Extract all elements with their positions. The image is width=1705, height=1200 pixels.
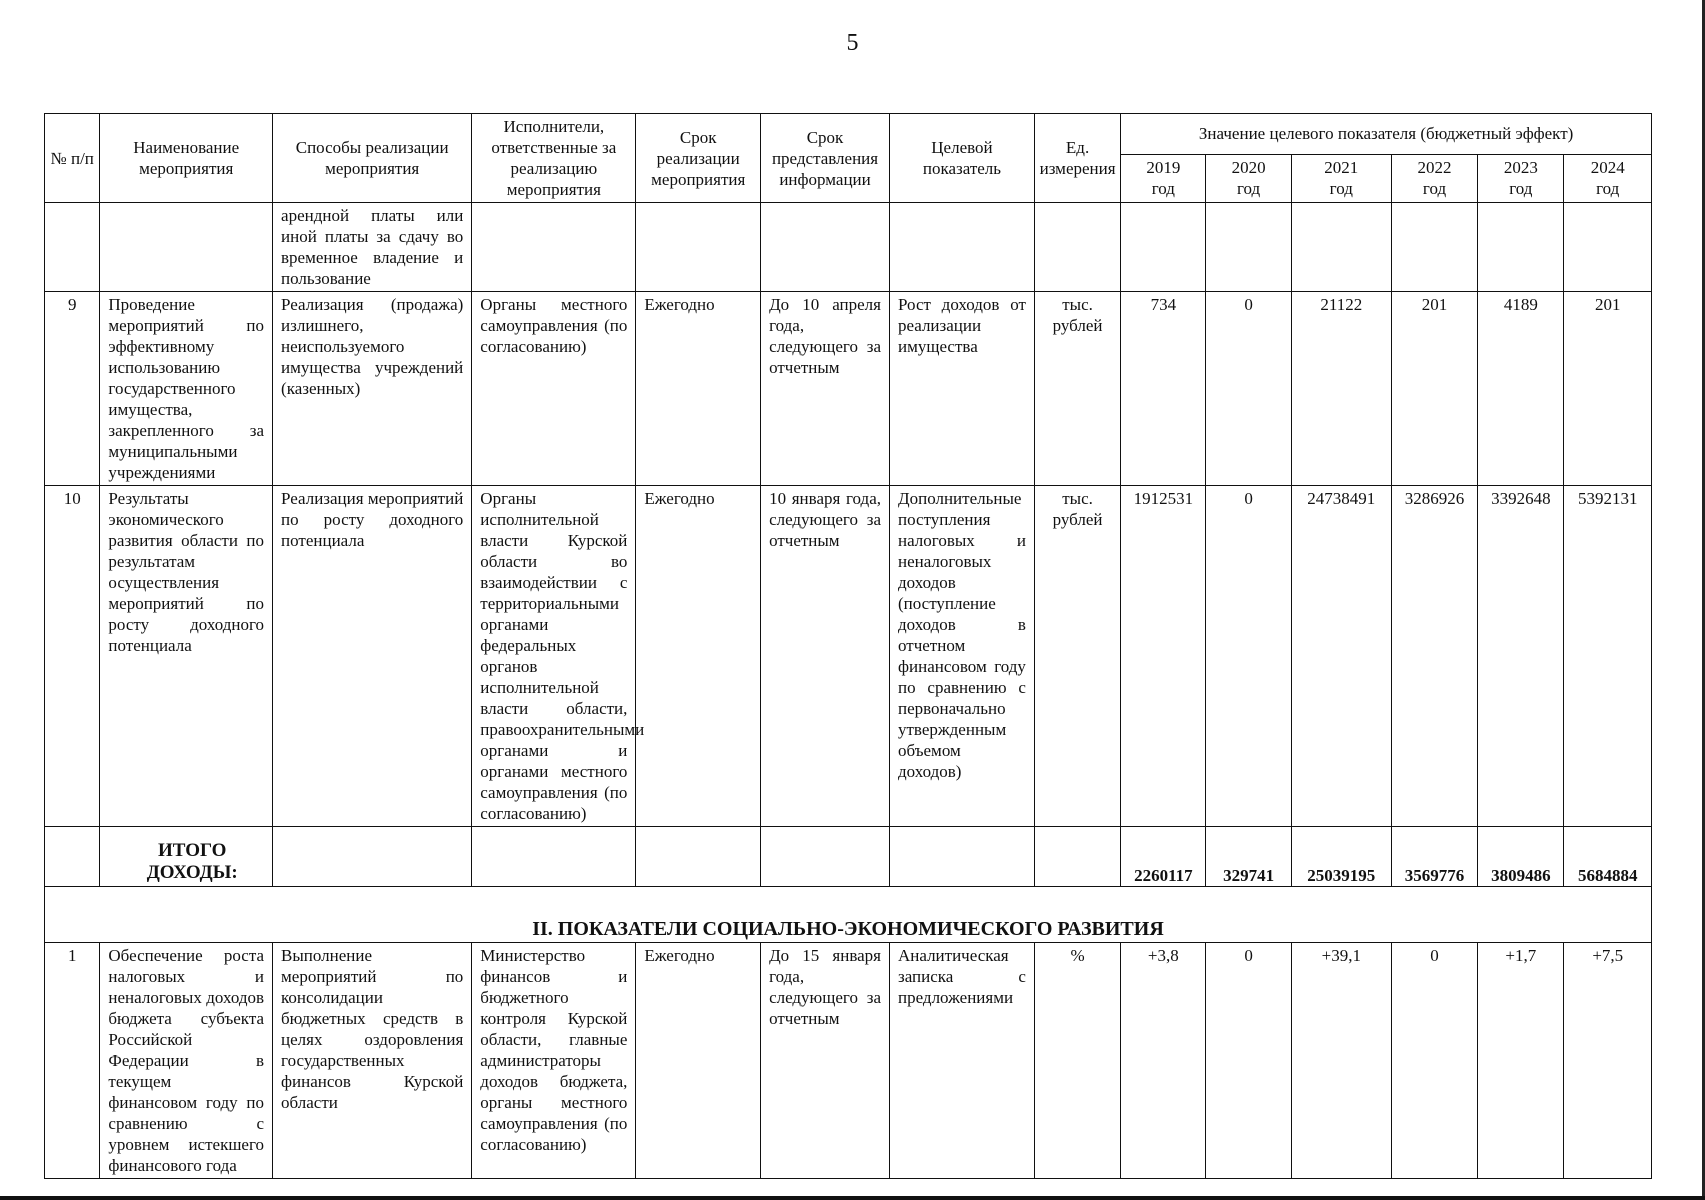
cell-name: Проведение мероприятий по эффективному использованию государственного имущества, закрепленного за муниципальными учреждениями (100, 292, 273, 486)
cell-value-2021 (1291, 203, 1391, 292)
cell-methods: Выполнение мероприятий по консолидации бюджетных средств в целях оздоровления государственных финансов Курской области (273, 943, 472, 1179)
cell-report-deadline: 10 января года, следующего за отчетным (761, 486, 890, 827)
header-num: № п/п (45, 114, 100, 203)
cell-empty (890, 827, 1035, 887)
total-row (45, 827, 1652, 887)
cell-value-2021: +39,1 (1291, 943, 1391, 1179)
cell-value-2020: 0 (1206, 292, 1291, 486)
cell-value-2021: 21122 (1291, 292, 1391, 486)
cell-name (100, 203, 273, 292)
total-value-2021: 25039195 (1291, 827, 1391, 887)
cell-methods: Реализация (продажа) излишнего, неиспользуемого имущества учреждений (казенных) (273, 292, 472, 486)
cell-deadline: Ежегодно (636, 943, 761, 1179)
cell-value-2022: 0 (1391, 943, 1477, 1179)
cell-num: 9 (45, 292, 100, 486)
cell-value-2019: 734 (1121, 292, 1206, 486)
total-value-2022: 3569776 (1391, 827, 1477, 887)
cell-num (45, 827, 100, 887)
header-target: Целевой показатель (890, 114, 1035, 203)
cell-value-2023 (1478, 203, 1564, 292)
cell-target: Аналитическая записка с предложениями (890, 943, 1035, 1179)
cell-value-2024: 201 (1564, 292, 1652, 486)
cell-value-2020: 0 (1206, 943, 1291, 1179)
cell-target (890, 203, 1035, 292)
cell-value-2022: 3286926 (1391, 486, 1477, 827)
cell-deadline: Ежегодно (636, 292, 761, 486)
cell-empty (761, 827, 890, 887)
header-name: Наименование мероприятия (100, 114, 273, 203)
header-year-2024: 2024 год (1564, 154, 1652, 202)
header-year-2020: 2020 год (1206, 154, 1291, 202)
header-executors: Исполнители, ответственные за реализацию мероприятия (472, 114, 636, 203)
cell-value-2020: 0 (1206, 486, 1291, 827)
total-label: ИТОГО ДОХОДЫ: (100, 827, 273, 887)
cell-executors: Министерство финансов и бюджетного контроля Курской области, главные администраторы доходов бюджета, органы местного самоуправления (по согласованию) (472, 943, 636, 1179)
cell-value-2024 (1564, 203, 1652, 292)
cell-empty (273, 827, 472, 887)
cell-value-2023: 4189 (1478, 292, 1564, 486)
cell-unit: тыс. рублей (1034, 486, 1120, 827)
cell-executors: Органы исполнительной власти Курской области во взаимодействии с территориальными органами федеральных органов исполнительной власти области, правоохранительными органами и органами местного самоуправления (по согласованию) (472, 486, 636, 827)
cell-value-2019: 1912531 (1121, 486, 1206, 827)
cell-value-2019: +3,8 (1121, 943, 1206, 1179)
table-row (45, 203, 1652, 292)
cell-value-2022: 201 (1391, 292, 1477, 486)
cell-deadline (636, 203, 761, 292)
section-title: II. ПОКАЗАТЕЛИ СОЦИАЛЬНО-ЭКОНОМИЧЕСКОГО РАЗВИТИЯ (45, 887, 1652, 943)
cell-executors: Органы местного самоуправления (по согласованию) (472, 292, 636, 486)
header-year-2019: 2019 год (1121, 154, 1206, 202)
cell-name: Обеспечение роста налоговых и неналоговых доходов бюджета субъекта Российской Федерации в текущем финансовом году по сравнению с уровнем истекшего финансового года (100, 943, 273, 1179)
cell-empty (636, 827, 761, 887)
table-row (45, 292, 1652, 486)
section-row (45, 887, 1652, 943)
total-value-2020: 329741 (1206, 827, 1291, 887)
cell-report-deadline (761, 203, 890, 292)
header-unit: Ед. измерения (1034, 114, 1120, 203)
scan-edge-bottom (0, 1196, 1705, 1200)
cell-value-2021: 24738491 (1291, 486, 1391, 827)
cell-unit (1034, 203, 1120, 292)
header-deadline: Срок реализации мероприятия (636, 114, 761, 203)
header-value-group: Значение целевого показателя (бюджетный эффект) (1121, 114, 1652, 155)
cell-unit: тыс. рублей (1034, 292, 1120, 486)
cell-value-2022 (1391, 203, 1477, 292)
cell-num (45, 203, 100, 292)
cell-target: Дополнительные поступления налоговых и неналоговых доходов (поступление доходов в отчетном финансовом году по сравнению с первоначально утвержденным объемом доходов) (890, 486, 1035, 827)
total-value-2019: 2260117 (1121, 827, 1206, 887)
cell-value-2024: 5392131 (1564, 486, 1652, 827)
header-year-2023: 2023 год (1478, 154, 1564, 202)
cell-report-deadline: До 10 апреля года, следующего за отчетным (761, 292, 890, 486)
header-report-deadline: Срок представления информации (761, 114, 890, 203)
cell-value-2023: +1,7 (1478, 943, 1564, 1179)
cell-deadline: Ежегодно (636, 486, 761, 827)
total-value-2023: 3809486 (1478, 827, 1564, 887)
cell-executors (472, 203, 636, 292)
table-row (45, 486, 1652, 827)
table-header (45, 114, 1652, 203)
cell-empty (472, 827, 636, 887)
cell-num: 1 (45, 943, 100, 1179)
cell-value-2019 (1121, 203, 1206, 292)
table-row (45, 943, 1652, 1179)
cell-value-2024: +7,5 (1564, 943, 1652, 1179)
header-methods: Способы реализации мероприятия (273, 114, 472, 203)
cell-empty (1034, 827, 1120, 887)
cell-name: Результаты экономического развития области по результатам осуществления мероприятий по росту доходного потенциала (100, 486, 273, 827)
total-value-2024: 5684884 (1564, 827, 1652, 887)
cell-unit: % (1034, 943, 1120, 1179)
cell-methods: Реализация мероприятий по росту доходного потенциала (273, 486, 472, 827)
cell-methods: арендной платы или иной платы за сдачу во временное владение и пользование (273, 203, 472, 292)
header-year-2022: 2022 год (1391, 154, 1477, 202)
cell-value-2023: 3392648 (1478, 486, 1564, 827)
page-number: 5 (846, 30, 859, 56)
header-year-2021: 2021 год (1291, 154, 1391, 202)
measures-table (44, 113, 1652, 1179)
cell-target: Рост доходов от реализации имущества (890, 292, 1035, 486)
cell-num: 10 (45, 486, 100, 827)
cell-value-2020 (1206, 203, 1291, 292)
cell-report-deadline: До 15 января года, следующего за отчетным (761, 943, 890, 1179)
